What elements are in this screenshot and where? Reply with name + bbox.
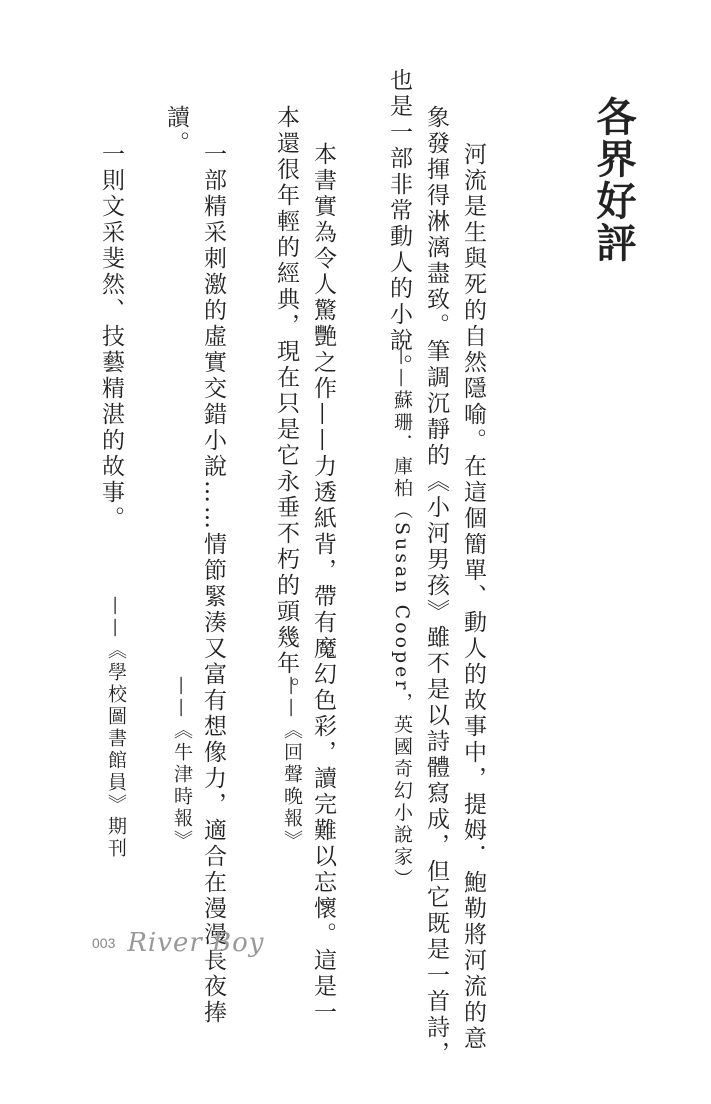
review-1-line-1: 河流是生與死的自然隱喻。在這個簡單、動人的故事中，提姆．鮑勒將河流的意 bbox=[460, 142, 486, 1052]
review-1-line-2: 象發揮得淋漓盡致。筆調沉靜的《小河男孩》雖不是以詩體寫成，但它既是一首詩， bbox=[423, 105, 449, 1067]
review-4-attribution: ——《學校圖書館員》期刊 bbox=[105, 596, 127, 860]
review-3-line-2: 讀。 bbox=[163, 105, 189, 157]
review-4-line-1: 一則文采斐然、技藝精湛的故事。 bbox=[98, 142, 124, 532]
page-number: 003 bbox=[92, 935, 116, 951]
brand-logo: River Boy bbox=[127, 928, 265, 958]
review-1-attribution: ——蘇珊．庫柏（Susan Cooper，英國奇幻小說家） bbox=[391, 346, 413, 891]
review-4-body bbox=[92, 142, 129, 532]
page-footer bbox=[92, 928, 264, 958]
review-1-line-3: 也是一部非常動人的小說。 bbox=[386, 68, 412, 380]
review-3-attribution: ——《牛津時報》 bbox=[171, 676, 193, 852]
review-2-line-2: 本還很年輕的經典，現在只是它永垂不朽的頭幾年。 bbox=[273, 105, 299, 703]
review-2-body bbox=[267, 105, 341, 1026]
review-2-line-1: 本書實為令人驚艷之作——力透紙背，帶有魔幻色彩，讀完難以忘懷。這是一 bbox=[310, 142, 336, 1026]
review-2-attribution: ——《回聲晚報》 bbox=[281, 676, 303, 852]
review-3-body bbox=[157, 105, 231, 1026]
page-title: 各界好評 bbox=[590, 96, 637, 264]
review-3-line-1: 一部精采刺激的虛實交錯小說……情節緊湊又富有想像力，適合在漫漫長夜捧 bbox=[200, 142, 226, 1026]
